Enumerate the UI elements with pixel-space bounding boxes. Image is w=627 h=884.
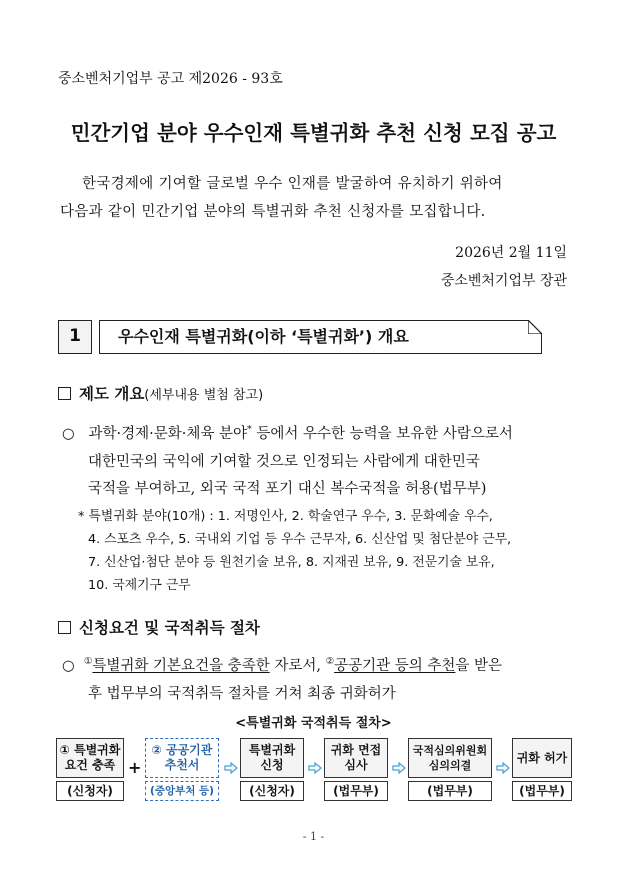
flow-title: <특별귀화 국적취득 절차>	[235, 716, 392, 731]
requirements-title: 신청요건 및 국적취득 절차	[79, 619, 260, 637]
page-number: - 1 -	[302, 830, 325, 843]
requirements-heading	[58, 616, 260, 638]
overview-text-1b: 등에서 우수한 능력을 보유한 사람으로서	[251, 426, 513, 442]
flow-step-requirements	[56, 738, 124, 801]
requirements-bullet-line-2: 후 법무부의 국적취득 절차를 거쳐 최종 귀화허가	[88, 686, 396, 702]
document-title: 민간기업 분야 우수인재 특별귀화 추천 신청 모집 공고	[70, 121, 557, 145]
flow-step-application	[240, 738, 304, 801]
flow-step-3-line-2: 신청	[260, 758, 284, 772]
flow-step-recommendation	[145, 738, 219, 801]
plus-sign: +	[128, 758, 142, 777]
flow-step-1-line-1: ① 특별귀화	[59, 743, 121, 757]
section-title-text: 우수인재 특별귀화(이하 ‘특별귀화’) 개요	[118, 327, 409, 346]
arrow-right-icon	[308, 762, 322, 774]
circled-one: ①	[83, 656, 93, 668]
fields-line-4: 10. 국제기구 근무	[88, 578, 191, 593]
flow-step-1-actor: (신청자)	[56, 781, 124, 801]
flow-step-committee	[408, 738, 492, 801]
flow-step-5-line-2: 심의의결	[428, 759, 472, 772]
requirement-recommendation: 공공기관 등의 추천	[334, 658, 456, 674]
arrow-right-icon	[392, 762, 406, 774]
section-number: 1	[58, 320, 92, 354]
system-overview-note: (세부내용 별첨 참고)	[144, 388, 264, 403]
flow-step-5-line-1: 국적심의위원회	[412, 744, 488, 757]
section-header	[58, 320, 542, 354]
intro-line-2: 다음과 같이 민간기업 분야의 특별귀화 추천 신청자를 모집합니다.	[60, 204, 486, 220]
overview-bullet-line-1	[62, 422, 513, 443]
minister-signature: 중소벤처기업부 장관	[440, 273, 567, 289]
flow-step-6-line-1: 귀화 허가	[516, 750, 568, 765]
flow-step-6-actor: (법무부)	[512, 781, 572, 801]
overview-bullet-line-3: 국적을 부여하고, 외국 국적 포기 대신 복수국적을 허용(법무부)	[88, 481, 487, 497]
system-overview-title: 제도 개요	[79, 385, 145, 403]
notice-date: 2026년 2월 11일	[455, 245, 567, 261]
flow-step-4-line-1: 귀화 면접	[330, 743, 382, 757]
circled-two: ②	[325, 656, 335, 668]
flow-step-1-line-2: 요건 충족	[64, 758, 116, 772]
arrow-right-icon	[496, 762, 510, 774]
intro-line-1: 한국경제에 기여할 글로벌 우수 인재를 발굴하여 유치하기 위하여	[82, 176, 503, 192]
fields-line-3: 7. 신산업·첨단 분야 등 원천기술 보유, 8. 지재권 보유, 9. 전문기술 보유,	[88, 555, 495, 570]
section-title	[99, 320, 542, 354]
checkbox-square-icon	[58, 621, 71, 634]
notice-number: 중소벤처기업부 공고 제2026 - 93호	[58, 71, 283, 87]
flow-step-3-actor: (신청자)	[240, 781, 304, 801]
fields-line-2: 4. 스포츠 우수, 5. 국내외 기업 등 우수 근무자, 6. 신산업 및 첨단분야 근무,	[88, 532, 512, 547]
flow-step-approval	[512, 738, 572, 801]
bullet-circle: ○	[62, 426, 75, 442]
requirements-bullet-line-1	[62, 654, 502, 675]
flow-step-4-actor: (법무부)	[324, 781, 388, 801]
requirement-tail: 을 받은	[455, 658, 503, 674]
footnote-star: *	[247, 424, 252, 436]
fields-line-1: * 특별귀화 분야(10개) : 1. 저명인사, 2. 학술연구 우수, 3. 문화예술 우수,	[78, 509, 493, 524]
flow-step-2-actor: (중앙부처 등)	[145, 781, 219, 801]
flow-step-4-line-2: 심사	[344, 758, 368, 772]
flow-step-2-line-1: ② 공공기관	[151, 743, 213, 757]
checkbox-square-icon	[58, 387, 71, 400]
folded-corner-icon	[528, 320, 542, 334]
flow-step-2-line-2: 추천서	[164, 758, 200, 772]
arrow-right-icon	[224, 762, 238, 774]
requirement-connector: 자로서,	[269, 658, 326, 674]
overview-bullet-line-2: 대한민국의 국익에 기여할 것으로 인정되는 사람에게 대한민국	[88, 454, 480, 470]
flow-step-5-actor: (법무부)	[408, 781, 492, 801]
flow-step-interview	[324, 738, 388, 801]
requirement-basic: 특별귀화 기본요건을 충족한	[92, 658, 270, 674]
system-overview-heading	[58, 382, 263, 404]
bullet-circle: ○	[62, 658, 75, 674]
overview-text-1a: 과학·경제·문화·체육 분야	[88, 426, 247, 442]
flow-step-3-line-1: 특별귀화	[248, 743, 296, 757]
